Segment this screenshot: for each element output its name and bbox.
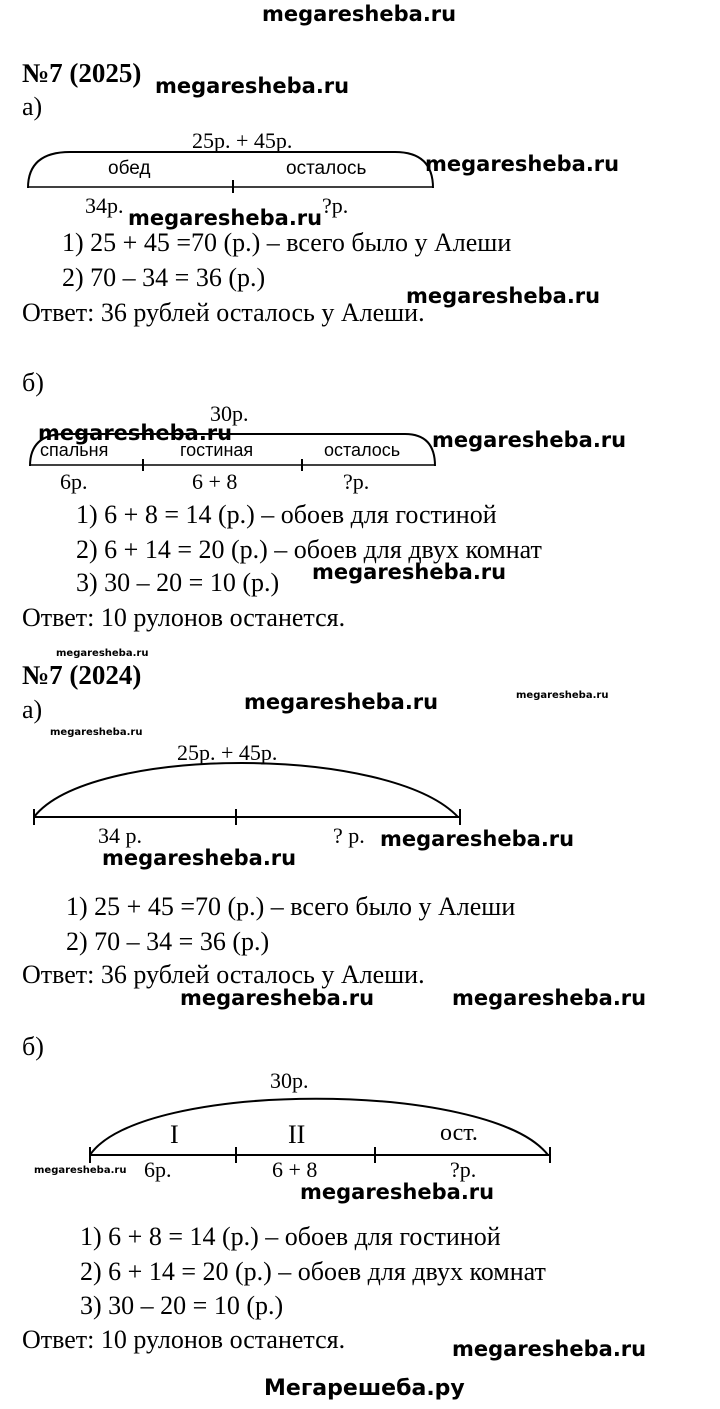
diagram-2025a-brace [28, 152, 433, 188]
watermark: megaresheba.ru [300, 1180, 495, 1204]
diagram-top-label: 30р. [270, 1068, 309, 1093]
watermark: megaresheba.ru [155, 74, 350, 98]
segment-value: 6р. [144, 1157, 172, 1182]
watermark: megaresheba.ru [34, 1165, 127, 1176]
watermark: megaresheba.ru [244, 690, 439, 714]
part-letter: б) [22, 368, 44, 397]
segment-label: гостиная [180, 440, 254, 460]
task-title-2025: №7 (2025) [22, 58, 142, 88]
answer-text: Ответ: 10 рулонов останется. [22, 1325, 346, 1354]
segment-label: ост. [440, 1120, 478, 1146]
diagram-2024b-arc [90, 1099, 548, 1155]
part-letter: а) [22, 92, 43, 121]
segment-value: ?р. [450, 1157, 477, 1182]
watermark: megaresheba.ru [406, 284, 601, 308]
answer-text: Ответ: 10 рулонов останется. [22, 603, 346, 632]
solution-step: 2) 6 + 14 = 20 (р.) – обоев для двух комнат [80, 1257, 546, 1286]
watermark: megaresheba.ru [180, 986, 375, 1010]
footer-brand: Мегарешеба.ру [264, 1376, 465, 1401]
solution-step: 3) 30 – 20 = 10 (р.) [76, 568, 280, 597]
segment-label: II [288, 1120, 306, 1149]
watermark: megaresheba.ru [380, 827, 575, 851]
diagram-top-label: 30р. [210, 401, 249, 426]
segment-label: осталось [324, 440, 401, 460]
watermark: megaresheba.ru [128, 206, 323, 230]
watermark: megaresheba.ru [425, 152, 620, 176]
segment-value: ? р. [333, 823, 365, 848]
watermark: megaresheba.ru [452, 1337, 647, 1361]
solution-step: 1) 6 + 8 = 14 (р.) – обоев для гостиной [76, 500, 497, 529]
solution-step: 2) 70 – 34 = 36 (р.) [66, 927, 270, 956]
segment-value: ?р. [322, 193, 349, 218]
segment-label: обед [108, 158, 151, 179]
watermark: megaresheba.ru [50, 727, 143, 738]
watermark: megaresheba.ru [102, 846, 297, 870]
solution-step: 1) 25 + 45 =70 (р.) – всего было у Алеши [62, 228, 512, 257]
solution-step: 2) 6 + 14 = 20 (р.) – обоев для двух комнат [76, 535, 542, 564]
segment-value: 6 + 8 [192, 469, 238, 494]
part-letter: б) [22, 1032, 44, 1061]
watermark: megaresheba.ru [452, 986, 647, 1010]
segment-value: 6 + 8 [272, 1157, 318, 1182]
segment-label: спальня [40, 440, 109, 460]
watermark: megaresheba.ru [38, 421, 233, 445]
segment-label: I [170, 1120, 179, 1149]
segment-label: осталось [286, 158, 367, 179]
part-letter: а) [22, 695, 43, 724]
segment-value: 6р. [60, 469, 88, 494]
watermark: megaresheba.ru [56, 648, 149, 659]
segment-value: 34р. [85, 193, 124, 218]
task-title-2024: №7 (2024) [22, 660, 142, 690]
diagram-top-label: 25р. + 45р. [177, 740, 278, 765]
solution-step: 2) 70 – 34 = 36 (р.) [62, 263, 266, 292]
watermark: megaresheba.ru [312, 560, 507, 584]
solution-step: 1) 6 + 8 = 14 (р.) – обоев для гостиной [80, 1222, 501, 1251]
solution-step: 1) 25 + 45 =70 (р.) – всего было у Алеши [66, 892, 516, 921]
watermark: megaresheba.ru [432, 428, 627, 452]
diagram-2024a-arc [34, 763, 458, 817]
segment-value: ?р. [343, 469, 370, 494]
solution-step: 3) 30 – 20 = 10 (р.) [80, 1291, 284, 1320]
watermark-header: megaresheba.ru [262, 2, 457, 26]
diagram-top-label: 25р. + 45р. [192, 128, 293, 153]
answer-text: Ответ: 36 рублей осталось у Алеши. [22, 298, 425, 327]
segment-value: 34 р. [98, 823, 142, 848]
watermark: megaresheba.ru [516, 690, 609, 701]
answer-text: Ответ: 36 рублей осталось у Алеши. [22, 960, 425, 989]
